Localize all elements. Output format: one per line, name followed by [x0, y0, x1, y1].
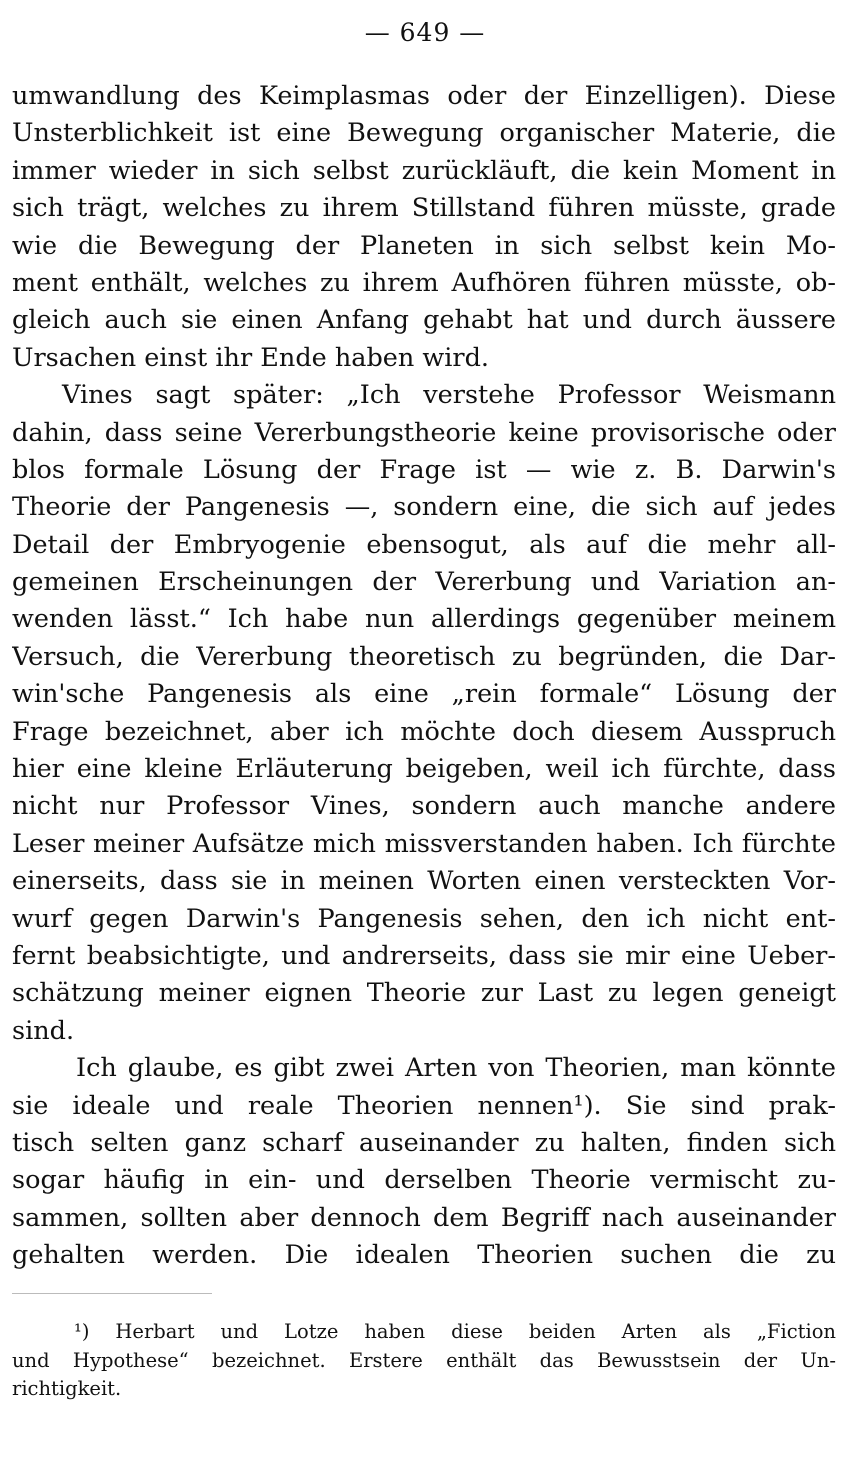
footnotes [12, 1318, 836, 1404]
footnote-line: richtigkeit. [12, 1377, 122, 1400]
footnote-line: und Hypothese“ bezeichnet. Erstere enthält das Bewusstsein der Un- [12, 1348, 836, 1372]
text-line: immer wieder in sich selbst zurückläuft, die kein Moment in [12, 155, 836, 186]
text-line: sogar häufig in ein- und derselben Theorie vermischt zu- [12, 1165, 836, 1196]
text-line: ment enthält, welches zu ihrem Aufhören führen müsste, ob- [12, 267, 836, 298]
text-line: Frage bezeichnet, aber ich möchte doch diesem Ausspruch [12, 716, 836, 747]
text-line: win'sche Pangenesis als eine „rein formale“ Lösung der [12, 679, 836, 710]
footnote-divider [12, 1293, 212, 1294]
text-line: Unsterblichkeit ist eine Bewegung organischer Materie, die [12, 118, 836, 149]
text-line: Versuch, die Vererbung theoretisch zu begründen, die Dar- [12, 641, 836, 672]
text-line: schätzung meiner eignen Theorie zur Last zu legen geneigt [12, 978, 836, 1009]
text-line: Vines sagt später: „Ich verstehe Professor Weismann [62, 380, 836, 411]
text-line: wenden lässt.“ Ich habe nun allerdings gegenüber meinem [12, 604, 836, 635]
text-line: Detail der Embryogenie ebensogut, als auf die mehr all- [12, 529, 836, 560]
text-line: sich trägt, welches zu ihrem Stillstand führen müsste, grade [12, 193, 836, 224]
text-line: wie die Bewegung der Planeten in sich selbst kein Mo- [12, 230, 836, 261]
text-line: Leser meiner Aufsätze mich missverstanden haben. Ich fürchte [12, 828, 836, 859]
text-line: tisch selten ganz scharf auseinander zu halten, finden sich [12, 1127, 836, 1158]
text-line: hier eine kleine Erläuterung beigeben, weil ich fürchte, dass [12, 754, 836, 785]
text-line: nicht nur Professor Vines, sondern auch manche andere [12, 791, 836, 822]
page-number: — 649 — [364, 18, 486, 47]
text-line: sie ideale und reale Theorien nennen¹). Sie sind prak- [12, 1090, 836, 1121]
text-line: dahin, dass seine Vererbungstheorie keine provisorische oder [12, 417, 836, 448]
footnote-line: ¹) Herbart und Lotze haben diese beiden Arten als „Fiction [74, 1320, 836, 1343]
text-line: fernt beabsichtigte, und andrerseits, dass sie mir eine Ueber- [12, 940, 836, 971]
text-line: Ich glaube, es gibt zwei Arten von Theorien, man könnte [76, 1053, 836, 1084]
body-text [12, 78, 836, 1275]
text-line: gemeinen Erscheinungen der Vererbung und Variation an- [12, 567, 836, 598]
text-line: gehalten werden. Die idealen Theorien suchen die zu [12, 1240, 836, 1271]
text-line: sammen, sollten aber dennoch dem Begriff nach auseinander [12, 1202, 836, 1233]
text-line: Theorie der Pangenesis —, sondern eine, die sich auf jedes [12, 492, 836, 523]
text-line: umwandlung des Keimplasmas oder der Einzelligen). Diese [12, 81, 836, 111]
text-line: blos formale Lösung der Frage ist — wie z. B. Darwin's [12, 454, 836, 485]
text-line: wurf gegen Darwin's Pangenesis sehen, den ich nicht ent- [12, 903, 836, 934]
text-line: einerseits, dass sie in meinen Worten einen versteckten Vor- [12, 866, 836, 897]
text-line: Ursachen einst ihr Ende haben wird. [12, 342, 490, 373]
text-line: sind. [12, 1015, 75, 1046]
text-line: gleich auch sie einen Anfang gehabt hat und durch äussere [12, 305, 836, 336]
